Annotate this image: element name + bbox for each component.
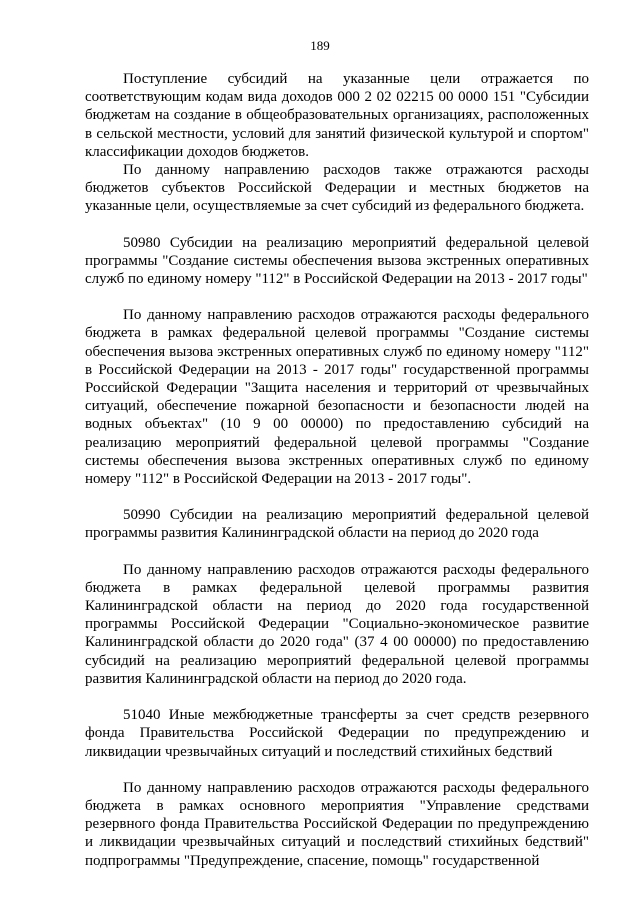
paragraph-50990-description: По данному направлению расходов отражаются расходы федерального бюджета в рамках федеральной целевой программы развития Калининградской области на период до 2020 года государственной программы Российской Федерации "Социально-экономическое развитие Калининградской области до 2020 года" (37 4 00 00000) по предоставлению субсидий на реализацию мероприятий федеральной целевой программы развития Калининградской области на период до 2020 года. [85, 561, 589, 687]
page-number: 189 [310, 38, 330, 53]
heading-51040: 51040 Иные межбюджетные трансферты за счет средств резервного фонда Правительства Российской Федерации по предупреждению и ликвидации чрезвычайных ситуаций и последствий стихийных бедствий [85, 707, 589, 760]
paragraph-50980-description: По данному направлению расходов отражаются расходы федерального бюджета в рамках федеральной целевой программы "Создание системы обеспечения вызова экстренных оперативных служб по единому номеру "112" в Российской Федерации на 2013 - 2017 годы" государственной программы Российской Федерации "Защита населения и территорий от чрезвычайных ситуаций, обеспечение пожарной безопасности и безопасности людей на водных объектах" (10 9 00 00000) по предоставлению субсидий на реализацию мероприятий федеральной целевой программы "Создание системы обеспечения вызова экстренных оперативных служб по единому номеру "112" в Российской Федерации на 2013 - 2017 годы". [85, 307, 589, 488]
heading-50980: 50980 Субсидии на реализацию мероприятий федеральной целевой программы "Создание системы обеспечения вызова экстренных оперативных служб по единому номеру "112" в Российской Федерации на 2013 - 2017 годы" [85, 234, 589, 288]
paragraph-direction-also: По данному направлению расходов также отражаются расходы бюджетов субъектов Российской Федерации и местных бюджетов на указанные цели, осуществляемые за счет субсидий из федерального бюджета. [85, 162, 589, 215]
paragraph-51040-description: По данному направлению расходов отражаются расходы федерального бюджета в рамках основного мероприятия "Управление средствами резервного фонда Правительства Российской Федерации по предупреждению и ликвидации чрезвычайных ситуаций и последствий стихийных бедствий" подпрограммы "Предупреждение, спасение, помощь" государственной [85, 779, 589, 869]
document-body [85, 70, 589, 870]
paragraph-subsidy-receipt: Поступление субсидий на указанные цели отражается по соответствующим кодам вида доходов 000 2 02 02215 00 0000 151 "Субсидии бюджетам на создание в общеобразовательных организациях, расположенных в сельской местности, условий для занятий физической культурой и спортом" классификации доходов бюджетов. [85, 71, 589, 160]
heading-50990: 50990 Субсидии на реализацию мероприятий федеральной целевой программы развития Калининградской области на период до 2020 года [85, 507, 589, 542]
